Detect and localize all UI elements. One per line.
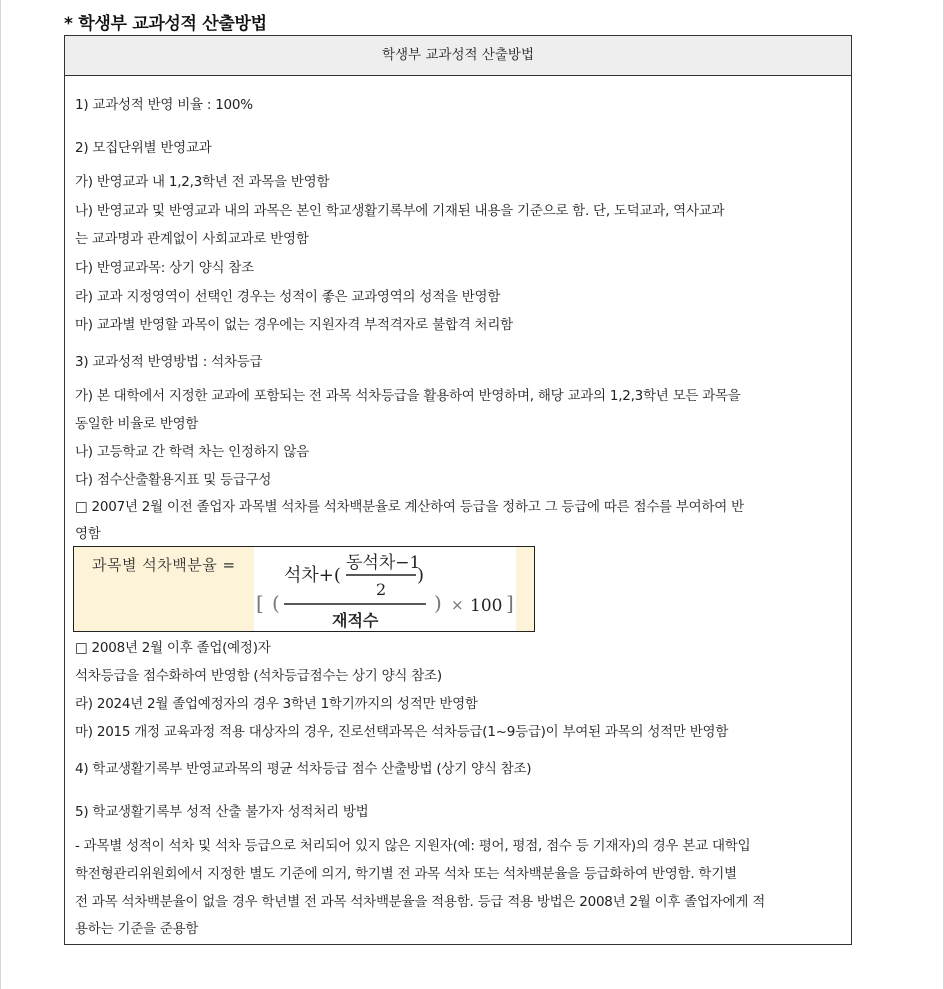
table-header: 학생부 교과성적 산출방법 (65, 36, 851, 76)
item-3-c-after2008-title: □ 2008년 2월 이후 졸업(예정)자 (75, 640, 271, 656)
item-2-c: 다) 반영교과목: 상기 양식 참조 (75, 260, 254, 276)
formula-hundred: 100 (470, 596, 503, 616)
formula-close-paren: ) (434, 591, 442, 615)
item-5-desc-line3: 전 과목 석차백분율이 없을 경우 학년별 전 과목 석차백분율을 적용함. 등급 적용 방법은 2008년 2월 이후 졸업자에게 적 (75, 894, 766, 910)
item-5-desc-line1: - 과목별 성적이 석차 및 석차 등급으로 처리되어 있지 않은 지원자(예: 평어, 평점, 점수 등 기재자)의 경우 본교 대학입 (75, 838, 751, 854)
formula-main-denominator: 재적수 (332, 611, 379, 630)
percentile-formula-image (254, 547, 516, 631)
item-3-c-before2007-line2: 영함 (75, 526, 101, 542)
formula-inner-denominator: 2 (376, 580, 387, 599)
item-3-c-after2008-desc: 석차등급을 점수화하여 반영함 (석차등급점수는 상기 양식 참조) (75, 668, 442, 684)
criteria-table (64, 35, 852, 945)
item-3-c-before2007-line1: □ 2007년 2월 이전 졸업자 과목별 석차를 석차백분율로 계산하여 등급을 정하고 그 등급에 따른 점수를 부여하여 반 (75, 499, 744, 515)
formula-inner-close: ) (417, 565, 425, 586)
item-3-a-line2: 동일한 비율로 반영함 (75, 416, 199, 432)
item-2-a: 가) 반영교과 내 1,2,3학년 전 과목을 반영함 (75, 174, 330, 190)
item-3-title: 3) 교과성적 반영방법 : 석차등급 (75, 354, 263, 370)
item-3-e: 마) 2015 개정 교육과정 적용 대상자의 경우, 진로선택과목은 석차등급(1~9등급)이 부여된 과목의 성적만 반영함 (75, 724, 729, 740)
item-3-a-line1: 가) 본 대학에서 지정한 교과에 포함되는 전 과목 석차등급을 활용하여 반영하며, 해당 교과의 1,2,3학년 모든 과목을 (75, 388, 741, 404)
formula-open-bracket: [ (256, 591, 264, 615)
item-5-desc-line2: 학전형관리위원회에서 지정한 별도 기준에 의거, 학기별 전 과목 석차 또는 석차백분율을 등급화하여 반영함. 학기별 (75, 866, 737, 882)
item-3-d: 라) 2024년 2월 졸업예정자의 경우 3학년 1학기까지의 성적만 반영함 (75, 696, 478, 712)
formula-label: 과목별 석차백분율 = (92, 556, 236, 574)
item-2-e: 마) 교과별 반영할 과목이 없는 경우에는 지원자격 부적격자로 불합격 처리함 (75, 317, 513, 333)
item-1-ratio: 1) 교과성적 반영 비율 : 100% (75, 97, 253, 113)
formula-open-paren: ( (272, 591, 280, 615)
page-left-border (0, 0, 1, 989)
formula-rank-term: 석차+( (284, 565, 341, 586)
percentile-formula-box (73, 546, 535, 632)
section-heading: * 학생부 교과성적 산출방법 (64, 14, 267, 34)
formula-close-bracket: ] (506, 591, 514, 615)
formula-tie-term: 동석차−1 (346, 553, 421, 573)
item-3-b: 나) 고등학교 간 학력 차는 인정하지 않음 (75, 444, 309, 460)
item-2-d: 라) 교과 지정영역이 선택인 경우는 성적이 좋은 교과영역의 성적을 반영함 (75, 289, 501, 305)
item-3-c: 다) 점수산출활용지표 및 등급구성 (75, 472, 272, 488)
item-4-title: 4) 학교생활기록부 반영교과목의 평균 석차등급 점수 산출방법 (상기 양식 참조) (75, 761, 532, 777)
item-5-title: 5) 학교생활기록부 성적 산출 불가자 성적처리 방법 (75, 804, 369, 820)
item-2-b-line2: 는 교과명과 관계없이 사회교과로 반영함 (75, 231, 309, 247)
item-5-desc-line4: 용하는 기준을 준용함 (75, 921, 199, 937)
item-2-title: 2) 모집단위별 반영교과 (75, 140, 212, 156)
item-2-b-line1: 나) 반영교과 및 반영교과 내의 과목은 본인 학교생활기록부에 기재된 내용을 기준으로 함. 단, 도덕교과, 역사교과 (75, 203, 725, 219)
formula-times-sign: × (451, 596, 464, 614)
